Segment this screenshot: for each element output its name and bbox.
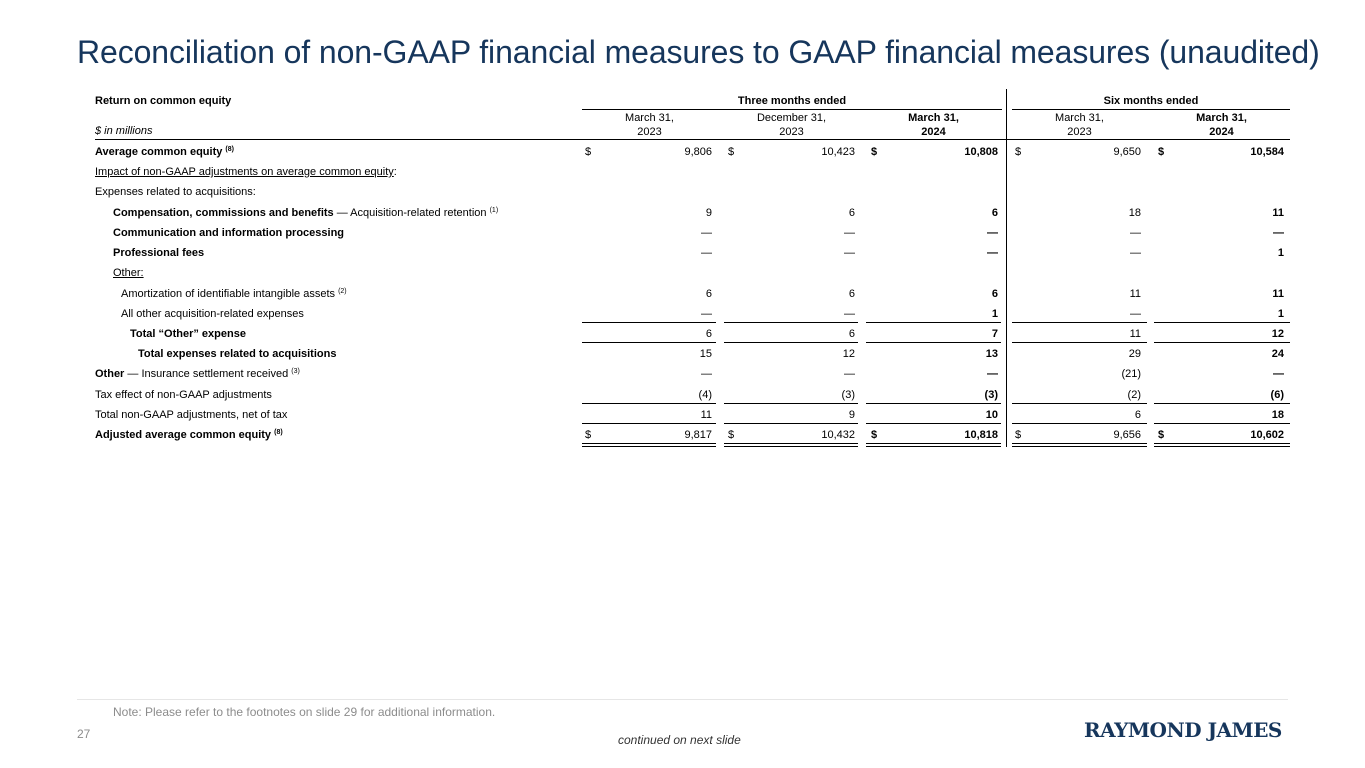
cell-value: — <box>1130 247 1141 259</box>
cell-value: 9,650 <box>1113 146 1141 158</box>
cell-value: 18 <box>1128 207 1141 219</box>
cell-value: — <box>844 227 855 239</box>
cell-value: — <box>987 368 998 380</box>
double-rule <box>866 446 1001 447</box>
cell-value: 11 <box>1129 288 1141 300</box>
subtotal-rule <box>724 342 858 343</box>
row-label: Other: <box>113 267 144 279</box>
cell-value: — <box>1130 227 1141 239</box>
cell-value: 10,423 <box>821 146 855 158</box>
cell-value: 9 <box>705 207 712 219</box>
subtotal-rule <box>1154 403 1290 404</box>
row-label: Total expenses related to acquisitions <box>138 348 337 360</box>
currency-symbol: $ <box>1015 146 1022 158</box>
cell-value: 1 <box>1277 308 1284 320</box>
cell-value: 6 <box>848 288 855 300</box>
double-rule <box>1012 443 1147 444</box>
cell-value: (6) <box>1270 389 1284 401</box>
cell-value: 12 <box>842 348 855 360</box>
cell-value: 11 <box>700 409 712 421</box>
row-label: Tax effect of non-GAAP adjustments <box>95 389 272 401</box>
column-header: March 31, 2024 <box>908 112 959 138</box>
row-label: Total “Other” expense <box>130 328 246 340</box>
double-rule <box>1154 443 1290 444</box>
cell-value: — <box>844 368 855 380</box>
subtotal-rule <box>1012 423 1147 424</box>
cell-value: — <box>701 247 712 259</box>
currency-symbol: $ <box>728 146 735 158</box>
cell-value: 6 <box>848 207 855 219</box>
subtotal-rule <box>1154 342 1290 343</box>
currency-symbol: $ <box>585 146 592 158</box>
footnote-reference: Note: Please refer to the footnotes on slide 29 for additional information. <box>113 705 496 719</box>
cell-value: 6 <box>1134 409 1141 421</box>
continued-label: continued on next slide <box>618 733 741 747</box>
currency-symbol: $ <box>1158 146 1165 158</box>
table-row-compensation <box>0 204 1365 224</box>
double-rule <box>724 446 858 447</box>
subtotal-rule <box>1012 322 1147 323</box>
cell-value: 10,808 <box>964 146 998 158</box>
cell-value: — <box>987 227 998 239</box>
cell-value: 29 <box>1128 348 1141 360</box>
page-title: Reconciliation of non-GAAP financial measures to GAAP financial measures (unaudited) <box>77 34 1320 70</box>
cell-value: — <box>701 227 712 239</box>
group-six-rule <box>1012 109 1290 110</box>
table-row-communication <box>0 224 1365 244</box>
cell-value: 12 <box>1271 328 1284 340</box>
cell-value: 6 <box>848 328 855 340</box>
currency-symbol: $ <box>871 429 878 441</box>
cell-value: 6 <box>991 288 998 300</box>
table-row-average-common-equity <box>0 143 1365 163</box>
currency-symbol: $ <box>1015 429 1022 441</box>
subtotal-rule <box>724 322 858 323</box>
row-label: Other — Insurance settlement received $^{(3)}$ <box>95 368 300 380</box>
cell-value: — <box>987 247 998 259</box>
cell-value: 10,602 <box>1250 429 1284 441</box>
cell-value: (21) <box>1121 368 1141 380</box>
row-label: Total non-GAAP adjustments, net of tax <box>95 409 288 421</box>
double-rule <box>1012 446 1147 447</box>
cell-value: 10 <box>985 409 998 421</box>
subtotal-rule <box>582 342 716 343</box>
column-header: March 31, 2023 <box>1055 112 1104 138</box>
cell-value: 10,584 <box>1250 146 1284 158</box>
double-rule <box>1154 446 1290 447</box>
cell-value: 10,432 <box>821 429 855 441</box>
subtotal-rule <box>582 403 716 404</box>
cell-value: (4) <box>698 389 712 401</box>
cell-value: 9,817 <box>684 429 712 441</box>
group-header-six-months: Six months ended <box>1103 95 1199 107</box>
table-row-impact <box>0 163 1365 183</box>
table-row-other-insurance <box>0 365 1365 385</box>
row-label: All other acquisition-related expenses <box>121 308 304 320</box>
double-rule <box>866 443 1001 444</box>
cell-value: 13 <box>985 348 998 360</box>
column-header: March 31, 2024 <box>1196 112 1247 138</box>
row-label: Professional fees <box>113 247 205 259</box>
subtotal-rule <box>866 322 1001 323</box>
table-row-professional-fees <box>0 244 1365 264</box>
cell-value: 1 <box>1277 247 1284 259</box>
currency-symbol: $ <box>585 429 592 441</box>
cell-value: (2) <box>1127 389 1141 401</box>
cell-value: 18 <box>1271 409 1284 421</box>
footer-divider <box>77 699 1288 700</box>
units-label: $ in millions <box>95 125 153 137</box>
cell-value: 6 <box>705 328 712 340</box>
cell-value: — <box>701 308 712 320</box>
row-label: Expenses related to acquisitions: <box>95 186 256 198</box>
raymond-james-logo: RAYMOND JAMES <box>1084 718 1282 742</box>
table-row-other-heading <box>0 264 1365 284</box>
cell-value: 11 <box>1272 288 1284 300</box>
row-label: Communication and information processing <box>113 227 345 239</box>
subtotal-rule <box>582 322 716 323</box>
subtotal-rule <box>866 423 1001 424</box>
subtotal-rule <box>582 423 716 424</box>
cell-value: 24 <box>1271 348 1284 360</box>
subtotal-rule <box>1012 403 1147 404</box>
double-rule <box>724 443 858 444</box>
page-number: 27 <box>77 727 91 741</box>
column-header: March 31, 2023 <box>625 112 674 138</box>
subtotal-rule <box>724 403 858 404</box>
cell-value: — <box>844 247 855 259</box>
cell-value: 6 <box>991 207 998 219</box>
cell-value: 6 <box>705 288 712 300</box>
currency-symbol: $ <box>1158 429 1165 441</box>
row-label: Compensation, commissions and benefits — Acquisition-related retention $^{(1)}$ <box>113 207 499 219</box>
currency-symbol: $ <box>871 146 878 158</box>
header-rule <box>95 139 1290 140</box>
double-rule <box>582 443 716 444</box>
cell-value: (3) <box>984 389 998 401</box>
cell-value: 9,656 <box>1113 429 1141 441</box>
subtotal-rule <box>866 342 1001 343</box>
column-header: December 31, 2023 <box>756 112 827 138</box>
subtotal-rule <box>1012 342 1147 343</box>
cell-value: — <box>1273 368 1284 380</box>
table-row-amortization <box>0 285 1365 305</box>
subtotal-rule <box>866 403 1001 404</box>
group-header-three-months: Three months ended <box>737 95 847 107</box>
cell-value: 15 <box>699 348 712 360</box>
cell-value: 10,818 <box>964 429 998 441</box>
cell-value: 11 <box>1129 328 1141 340</box>
row-label: Adjusted average common equity $^{(8)}$ <box>95 429 283 441</box>
cell-value: — <box>844 308 855 320</box>
cell-value: — <box>1130 308 1141 320</box>
cell-value: 11 <box>1272 207 1284 219</box>
cell-value: 9,806 <box>684 146 712 158</box>
table-row-expenses-heading <box>0 183 1365 203</box>
cell-value: — <box>701 368 712 380</box>
group-three-rule <box>582 109 1002 110</box>
section-label: Return on common equity <box>95 95 232 107</box>
cell-value: 7 <box>991 328 998 340</box>
subtotal-rule <box>1154 423 1290 424</box>
currency-symbol: $ <box>728 429 735 441</box>
subtotal-rule <box>1154 322 1290 323</box>
cell-value: (3) <box>841 389 855 401</box>
row-label: Average common equity $^{(8)}$ <box>95 146 234 158</box>
row-label: Amortization of identifiable intangible assets $^{(2)}$ <box>121 288 347 300</box>
double-rule <box>582 446 716 447</box>
subtotal-rule <box>724 423 858 424</box>
table-row-total-expenses <box>0 345 1365 365</box>
cell-value: — <box>1273 227 1284 239</box>
cell-value: 9 <box>848 409 855 421</box>
cell-value: 1 <box>991 308 998 320</box>
row-label: Impact of non-GAAP adjustments on average common equity: <box>95 166 397 178</box>
